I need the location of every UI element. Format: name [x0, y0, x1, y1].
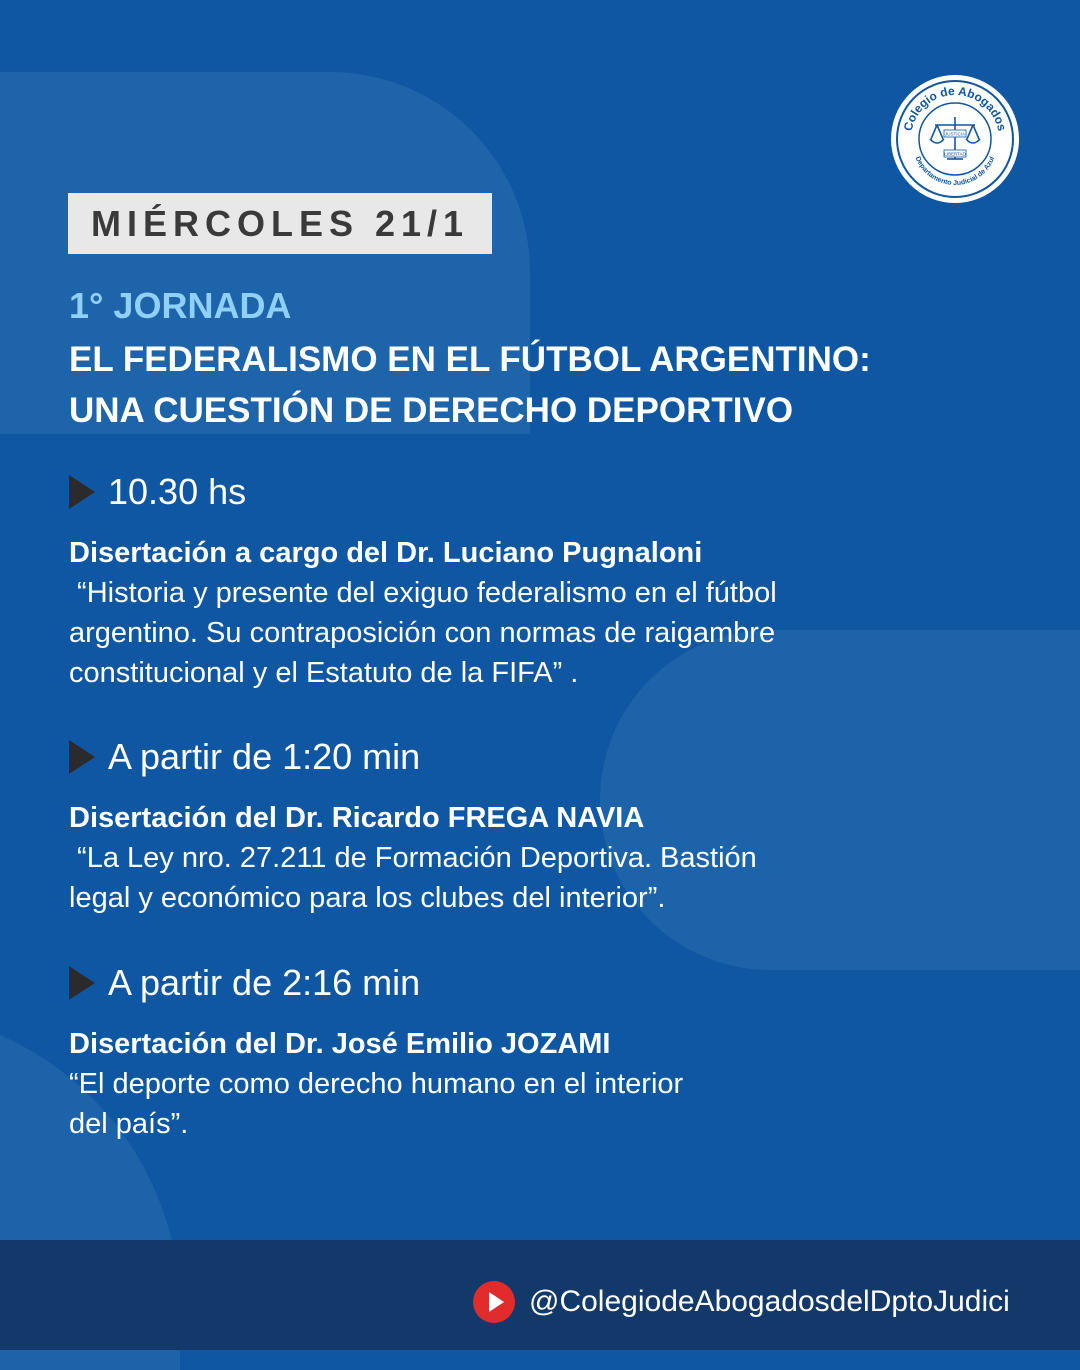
session-talk-line: del país”. [69, 1108, 189, 1140]
session-2 [69, 736, 989, 918]
session-speaker: Disertación del Dr. José Emilio JOZAMI [69, 1028, 611, 1060]
youtube-handle: @ColegiodeAbogadosdelDptoJudici [529, 1285, 1010, 1318]
date-badge: MIÉRCOLES 21/1 [68, 193, 492, 254]
session-talk-line: “La Ley nro. 27.211 de Formación Deportiva. Bastión [69, 842, 757, 874]
session-speaker: Disertación del Dr. Ricardo FREGA NAVIA [69, 802, 645, 834]
event-title [69, 334, 1029, 436]
session-talk-line: legal y económico para los clubes del interior”. [69, 882, 666, 914]
play-bullet-icon [69, 966, 95, 1000]
session-talk-line: “Historia y presente del exiguo federalismo en el fútbol [69, 577, 777, 609]
logo-top-text: Colegio de Abogados [900, 83, 1010, 133]
session-talk-line: constitucional y el Estatuto de la FIFA” . [69, 657, 579, 689]
logo-banner-bottom: LIBERTAD [944, 151, 966, 157]
session-3 [69, 962, 989, 1144]
session-talk-line: argentino. Su contraposición con normas de raigambre [69, 617, 776, 649]
session-time: 10.30 hs [108, 471, 247, 512]
youtube-play-icon [473, 1281, 515, 1323]
session-time: A partir de 1:20 min [108, 736, 421, 777]
logo-banner-top: JUSTICIA [944, 131, 966, 137]
youtube-handle-link[interactable] [473, 1281, 1010, 1323]
session-talk-line: “El deporte como derecho humano en el interior [69, 1068, 684, 1100]
event-title-line-1: EL FEDERALISMO EN EL FÚTBOL ARGENTINO: [69, 340, 871, 379]
jornada-label: 1° JORNADA [69, 285, 292, 326]
logo-bottom-text: Departamento Judicial de Azul [913, 155, 997, 188]
session-speaker: Disertación a cargo del Dr. Luciano Pugnaloni [69, 537, 703, 569]
session-time: A partir de 2:16 min [108, 962, 421, 1003]
session-1 [69, 471, 989, 693]
play-bullet-icon [69, 475, 95, 509]
colegio-logo [888, 72, 1022, 206]
play-bullet-icon [69, 740, 95, 774]
event-title-line-2: UNA CUESTIÓN DE DERECHO DEPORTIVO [69, 391, 794, 430]
